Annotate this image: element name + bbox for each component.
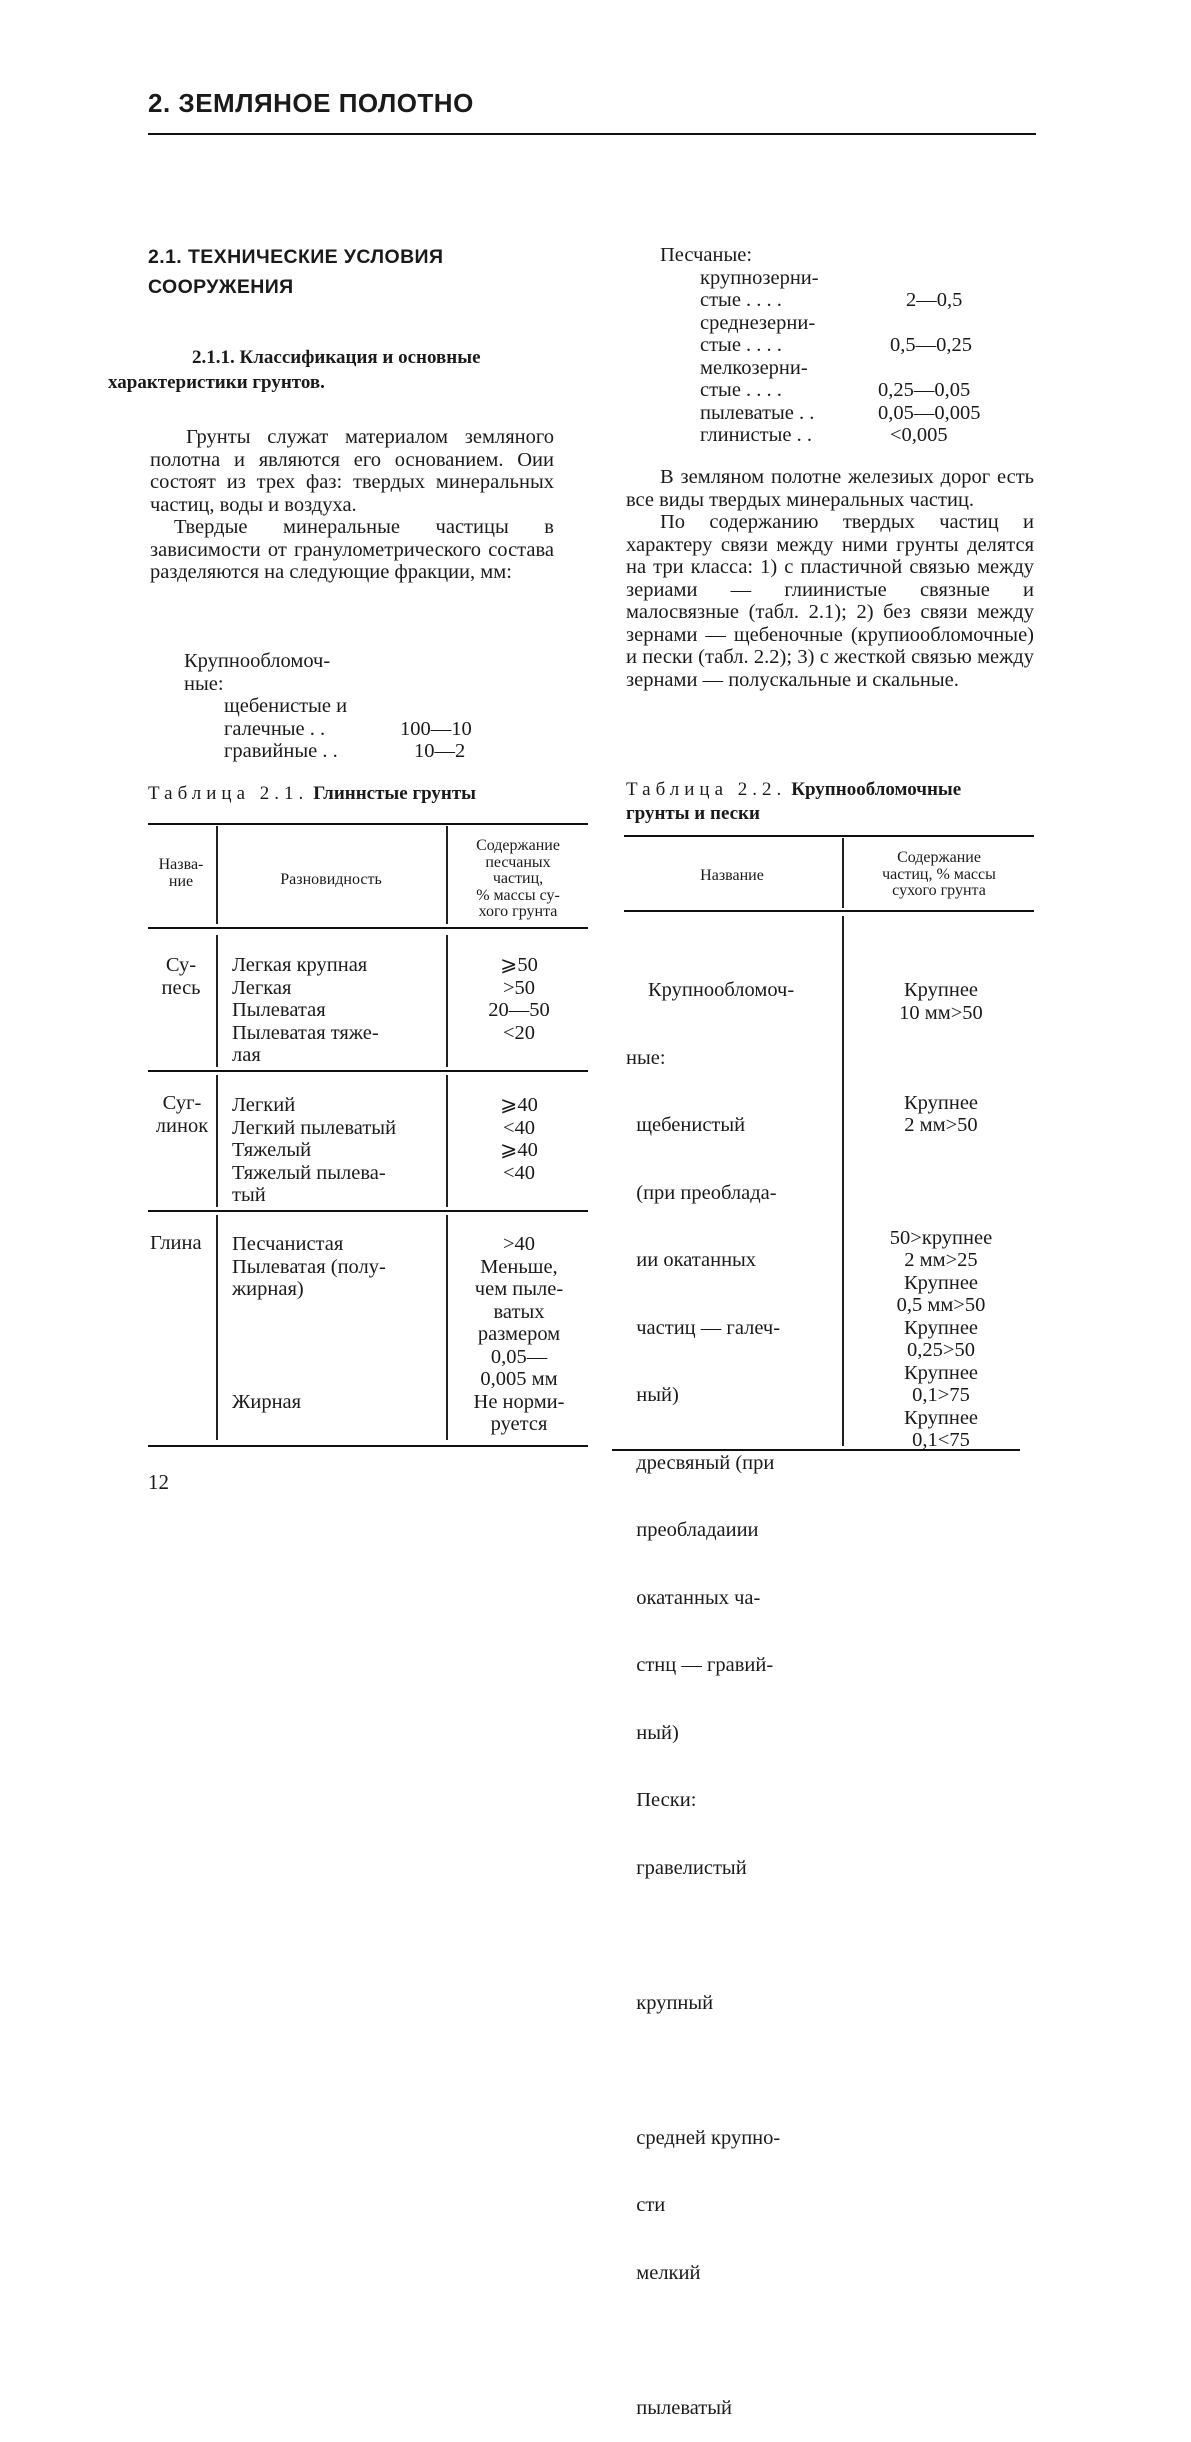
table1-variety: Пылеватая тяже-	[232, 1021, 379, 1044]
table1-divider	[216, 1215, 218, 1440]
table1-caption-prefix: Таблица 2.1.	[148, 783, 309, 804]
intro-paragraph-1: Грунты служат материалом земляного полотна и являются его основанием. Оии состоят из трех фаз: твердых минеральных частиц, воды и воздуха.	[150, 426, 554, 516]
table1-header-content-line: Содержание	[476, 837, 560, 854]
table2-value: 0,5 мм>50	[896, 1294, 986, 1316]
table1-variety: жирная)	[232, 1278, 304, 1300]
table2-name: дресвяный (при	[626, 1451, 775, 1474]
table2-value	[846, 957, 1036, 980]
table1-variety: Пылеватая	[232, 999, 326, 1021]
chapter-title: 2. ЗЕМЛЯНОЕ ПОЛОТНО	[148, 88, 474, 118]
table2-value: 2 мм>25	[904, 1249, 978, 1271]
table2-caption	[626, 778, 1038, 826]
fraction-value: 100—10	[400, 717, 472, 740]
table1-header-content-line: хого грунта	[478, 903, 558, 920]
table1-divider	[446, 935, 448, 1067]
table2-top-rule	[624, 835, 1034, 837]
fraction-label: галечные . .	[224, 717, 326, 740]
fractions-coarse-heading-1: Крупнообломоч-	[184, 650, 331, 672]
fraction-row	[700, 289, 1040, 312]
table1-values	[450, 1233, 588, 1436]
table2-value	[846, 1024, 1036, 1047]
table2-name: крупный	[626, 1991, 714, 2014]
fraction-value: 0,05—0,005	[878, 401, 981, 424]
table2-value: Крупнее	[903, 1361, 979, 1384]
table2-name: пылеватый	[626, 2396, 733, 2419]
table1-divider	[446, 1215, 448, 1440]
table1-variety: лая	[232, 1044, 261, 1066]
fraction-label-continued: среднезерни-	[700, 311, 816, 334]
fraction-row	[700, 334, 1040, 357]
fraction-label: стые . . . .	[700, 289, 782, 311]
table1-caption-title: Глиннстые грунты	[313, 783, 477, 804]
fraction-row	[700, 424, 1040, 447]
table1-value: ⩾40	[500, 1094, 538, 1116]
table1-group-name-line1: Глина	[150, 1232, 202, 1254]
fraction-value: 10—2	[414, 740, 466, 762]
section-heading-line1: 2.1. ТЕХНИЧЕСКИЕ УСЛОВИЯ	[148, 246, 444, 268]
fraction-row	[700, 402, 1040, 425]
table1-header-content-line: песчаных	[485, 853, 551, 871]
table2-header-content-line: сухого грунта	[892, 882, 986, 899]
table2-value	[846, 1182, 1036, 1205]
table1-group-name-line1: Су-	[165, 954, 197, 976]
fraction-value: 0,25—0,05	[878, 379, 971, 401]
table2-header-name: Название	[700, 867, 764, 884]
table1-variety: Песчанистая	[232, 1233, 344, 1255]
table2-value: Крупнее	[903, 1406, 979, 1429]
table1-value: ватых	[493, 1300, 545, 1323]
table1-varieties	[232, 954, 442, 1067]
table1-header-divider	[446, 826, 448, 924]
table2-name: ный)	[626, 1384, 679, 1406]
table2-value: Крупнее	[903, 1091, 979, 1114]
section-heading	[148, 242, 478, 302]
subsection-title-line1: Классификация и основные	[239, 347, 481, 368]
fraction-value: 2—0,5	[906, 289, 963, 311]
table1-value: ⩾40	[500, 1139, 538, 1161]
subsection-heading	[108, 345, 560, 395]
table1-bottom-rule	[148, 1445, 588, 1447]
table1-variety: Тяжелый пылева-	[232, 1161, 386, 1184]
table1-group-name-line2: песь	[161, 976, 201, 999]
fractions-sand-heading: Песчаные:	[660, 244, 753, 266]
fractions-coarse-heading-2: ные:	[184, 672, 224, 695]
table2-value	[846, 1204, 1036, 1227]
table2-name	[626, 1924, 838, 1947]
table2-value: 0,1<75	[912, 1429, 970, 1451]
table2-name: окатанных ча-	[626, 1586, 761, 1609]
chapter-rule	[148, 133, 1036, 135]
table2-caption-title-line2: грунты и пески	[626, 803, 760, 824]
table2-name: стнц — гравий-	[626, 1654, 774, 1676]
table1-values	[450, 954, 588, 1044]
table2-header-divider	[842, 838, 844, 908]
table1-group-name	[148, 954, 214, 999]
table1-value: ⩾50	[500, 954, 538, 976]
table1-variety: Жирная	[232, 1390, 302, 1413]
section-heading-line2: СООРУЖЕНИЯ	[148, 276, 294, 298]
table1-variety: Легкая крупная	[232, 954, 368, 976]
table2-name: (при преоблада-	[626, 1181, 777, 1204]
fraction-label: гравийные . .	[224, 740, 338, 762]
table1-variety: Тяжелый	[232, 1139, 312, 1161]
subsection-number: 2.1.1.	[192, 347, 235, 368]
intro-paragraph-2: Твердые минеральные частицы в зависимости от гранулометрического состава разделяются на следующие фракции, мм:	[150, 516, 554, 583]
table1-varieties	[232, 1094, 442, 1207]
fractions-sand-list	[660, 244, 1040, 447]
fraction-label-continued: щебенистые и	[224, 695, 348, 717]
table1-divider	[216, 935, 218, 1067]
fraction-label: стые . . . .	[700, 334, 782, 356]
table2-name: средней крупно-	[626, 2126, 781, 2149]
table2-caption-prefix: Таблица 2.2.	[626, 779, 787, 800]
table2-value: 0,1>75	[912, 1384, 970, 1406]
table1-header-content-line: % массы су-	[476, 886, 560, 904]
fraction-value: <0,005	[890, 424, 948, 446]
table1-header-variety: Разновидность	[280, 871, 382, 888]
table1-group-rule	[148, 1070, 588, 1072]
table2-value	[846, 1159, 1036, 1182]
table2-value: 2 мм>50	[904, 1114, 978, 1136]
fractions-coarse-list	[184, 650, 554, 763]
right-paragraph-2: По содержанию твердых частиц и характеру связи между ними грунты делятся на три класса: 1) с пластичной связью между зериами — глиинистые связные и малосвязные (табл. 2.1); 2) без связи между зернами — щебеночные (крупиообломочные) и пески (табл. 2.2); 3) с жесткой связью между зернами — полускальные и скальные.	[626, 511, 1034, 691]
fraction-row	[224, 740, 554, 763]
subsection-title-line2: характеристики грунтов.	[108, 372, 325, 393]
intro-text	[150, 426, 554, 584]
table2-header-rule	[624, 910, 1034, 912]
table1-header-name	[148, 857, 214, 890]
table1-variety: Пылеватая (полу-	[232, 1255, 386, 1278]
table1-divider	[216, 1075, 218, 1207]
table1-value: 20—50	[488, 999, 550, 1021]
table2-value	[846, 934, 1036, 957]
table1-header-content-line: частиц,	[492, 870, 544, 887]
table1-caption	[148, 782, 588, 806]
fraction-value: 0,5—0,25	[890, 334, 972, 356]
table1-value: <40	[502, 1161, 536, 1184]
table2-name: щебенистый	[626, 1114, 746, 1136]
table2-values	[846, 934, 1036, 1452]
table2-value: Крупнее	[903, 1271, 979, 1294]
table2-value	[846, 1069, 1036, 1092]
table1-group-name-line1: Суг-	[162, 1092, 202, 1114]
table2-divider	[842, 916, 844, 1446]
table2-value: Крупнее	[903, 1316, 979, 1339]
fraction-label: глинистые . .	[700, 424, 812, 446]
table2-name: Крупнообломоч-	[648, 979, 795, 1001]
table1-value: размером	[477, 1323, 561, 1345]
table2-name	[626, 2329, 838, 2352]
table1-group-rule	[148, 1210, 588, 1212]
table1-variety: тый	[232, 1184, 266, 1206]
table1-value: >50	[502, 976, 536, 999]
table1-value: >40	[502, 1233, 536, 1255]
fraction-row	[700, 379, 1040, 402]
table2-name	[626, 2059, 838, 2082]
table2-value: 50>крупнее	[889, 1226, 993, 1249]
page-number: 12	[148, 1470, 169, 1494]
table2-header-content-line: частиц, % массы	[882, 865, 996, 883]
table2-name: преобладаиии	[626, 1519, 759, 1541]
table2-value	[846, 1047, 1036, 1070]
table1-group-name	[148, 1092, 216, 1137]
table1-value: чем пыле-	[474, 1278, 564, 1300]
table2-value: Крупнее	[903, 979, 979, 1001]
table1-value: <20	[502, 1021, 536, 1044]
table1-divider	[446, 1075, 448, 1207]
table1-header-rule	[148, 927, 588, 929]
fraction-label-continued: мелкозерни-	[700, 356, 808, 379]
table1-group-name	[150, 1232, 216, 1255]
table1-header-divider	[216, 826, 218, 924]
fraction-row	[224, 718, 554, 741]
table2-names	[626, 934, 838, 2442]
fraction-label-continued: крупнозерни-	[700, 266, 819, 289]
table2-header-content	[846, 850, 1032, 900]
table2-header-content-line: Содержание	[897, 849, 981, 866]
table2-value	[846, 1137, 1036, 1160]
table1-value: Не норми-	[473, 1390, 565, 1413]
table1-varieties	[232, 1233, 442, 1413]
table1-values	[450, 1094, 588, 1184]
table2-name: ные:	[626, 1046, 666, 1069]
table1-header-name-line2: ние	[168, 872, 194, 890]
table2-caption-title-line1: Крупнообломочные	[791, 779, 962, 800]
table1-variety: Легкий пылеватый	[232, 1116, 397, 1139]
table2-name: частиц — галеч-	[626, 1316, 781, 1339]
table2-name: мелкий	[626, 2261, 701, 2284]
right-text	[626, 466, 1034, 691]
right-paragraph-1: В земляном полотне железиых дорог есть все виды твердых минеральных частиц.	[626, 466, 1034, 511]
table2-name: ии окатанных	[626, 1249, 757, 1271]
table1-header-name-line1: Назва-	[158, 856, 204, 873]
table1-variety: Легкий	[232, 1094, 296, 1116]
table1-header-content	[450, 838, 586, 921]
table2-name: Пески:	[626, 1789, 697, 1811]
table1-value: 0,005 мм	[480, 1368, 558, 1390]
table1-value: <40	[502, 1116, 536, 1139]
table1-top-rule	[148, 823, 588, 825]
table1-group-name-line2: линок	[155, 1114, 209, 1137]
table1-value: руется	[490, 1413, 548, 1435]
table1-variety: Легкая	[232, 976, 292, 999]
table2-value: 0,25>50	[907, 1339, 975, 1361]
table1-value: 0,05—	[490, 1345, 548, 1368]
table2-value: 10 мм>50	[899, 1001, 983, 1024]
table2-name: гравелистый	[626, 1856, 747, 1879]
table1-value: Меньше,	[480, 1255, 558, 1278]
fraction-label: стые . . . .	[700, 379, 782, 401]
fraction-label: пылеватые . .	[700, 401, 815, 424]
table2-name: ный)	[626, 1721, 679, 1744]
table2-name: сти	[626, 2194, 666, 2216]
